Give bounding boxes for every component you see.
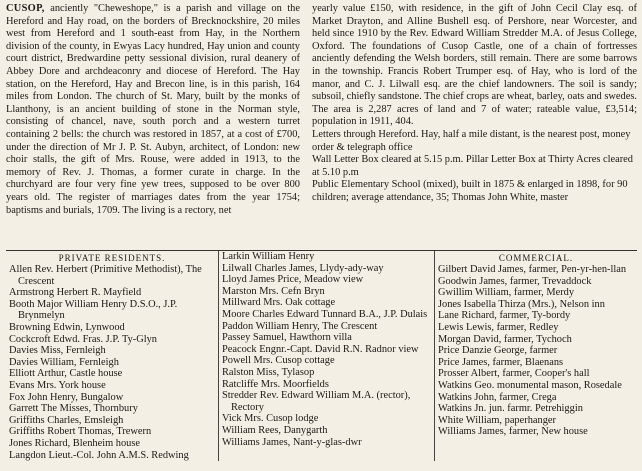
directory-entry: Cockcroft Edwd. Fras. J.P. Ty-Glyn [9, 333, 158, 345]
directory-entry: Larkin William Henry [222, 251, 315, 262]
article-column-right [306, 3, 637, 250]
school-notice: Public Elementary School (mixed), built in 1875 & enlarged in 1898, for 90 children; average attendance, 35; Thomas John White, master [312, 179, 628, 203]
directory-entry: Griffiths Robert Thomas, Trewern [9, 426, 152, 438]
directory-entry: Peacock Engnr.-Capt. David R.N. Radnor view [222, 343, 419, 355]
commercial-heading: COMMERCIAL. [498, 253, 574, 263]
directory-entry: Vick Mrs. Cusop lodge [222, 413, 319, 425]
directory-entry: Marston Mrs. Cefn Bryn [222, 285, 325, 297]
directory-entry: Fox John Henry, Bungalow [9, 391, 124, 403]
directory-entry: Evans Mrs. York house [9, 379, 106, 391]
directory-entry: Goodwin James, farmer, Trevaddock [438, 275, 592, 287]
commercial-column [435, 251, 637, 461]
residents-section [6, 250, 637, 461]
directory-entry: Jones Richard, Blenheim house [9, 437, 141, 449]
directory-entry: William Rees, Danygarth [222, 424, 328, 436]
private-residents-list [9, 264, 215, 461]
directory-entry: Booth Major William Henry D.S.O., J.P. Brynmelyn [9, 298, 178, 322]
directory-entry: Watkins Jn. jun. farmr. Petrehiggin [438, 403, 583, 415]
directory-entry: Lane Richard, farmer, Ty-bordy [438, 310, 571, 322]
article-intro [6, 3, 300, 217]
article-continuation: yearly value £150, with residence, in the gift of John Cecil Clay esq. of Market Drayton, and Alline Bushell esq. of Pershore, near Worcester, and held since 1910 by the Rev. Edward William Stredder M.A. of Jesus College, Oxford. The foundations of Cusop Castle, one of a chain of fortresses anciently defending the Welsh borders, still remain. There are some barrows in the township. Francis Robert Trumper esq. of Hay, who is lord of the manor, and C. J. Lilwall esq. are the chief landowners. The soil is sandy; subsoil, chiefly sandstone. The chief crops are wheat, barley, oats and swedes. The area is 2,287 acres of land and 7 of water; rateable value, £3,514; population in 1911, 404. [312, 3, 637, 128]
directory-entry: Ralston Miss, Tylasop [222, 366, 315, 378]
directory-entry: Lewis Lewis, farmer, Redley [438, 321, 559, 333]
directory-entry: Passey Samuel, Hawthorn villa [222, 332, 352, 344]
article-column-left [6, 3, 306, 250]
directory-entry: Millward Mrs. Oak cottage [222, 297, 336, 309]
directory-entry: Ratcliffe Mrs. Moorfields [222, 378, 329, 390]
directory-entry: Prosser Albert, farmer, Cooper's hall [438, 368, 590, 380]
directory-entry: Watkins Geo. monumental mason, Rosedale [438, 379, 622, 391]
directory-entry: Powell Mrs. Cusop cottage [222, 355, 335, 367]
article-body: anciently "Cheweshope," is a parish and village on the Hereford and Hay road, on the borders of Brecknockshire, 20 miles west from Hereford and 1 south-east from Hay, in the Northern division of the county, in Ewyas Lacy hundred, Hay union and county court district, Bredwardine petty sessional division, rural deanery of Abbey Dore and archdeaconry and diocese of Hereford. The Hay station, on the Hereford, Hay and Brecon line, is in this parish, 164 miles from London. The church of St. Mary, built by the monks of Llanthony, is an ancient building of stone in the Norman style, consisting of chancel, nave, south porch and a western turret containing 2 bells: the church was restored in 1857, at a cost of £700, under the direction of Mr J. P. St. Aubyn, architect, of London: new choir stalls, the gift of Mrs. Rouse, were added in 1913, to the memory of Rev. J. Thomas, a former curate in charge. In the churchyard are four very fine yew trees, supposed to be over 800 years old. The register of marriages dates from the year 1754; baptisms and burials, 1709. The living is a rectory, net [6, 3, 300, 216]
private-residents-column [6, 251, 219, 461]
directory-entry: Williams James, Nant-y-glas-dwr [222, 436, 362, 448]
commercial-list [438, 264, 634, 438]
directory-entry: Lloyd James Price, Meadow view [222, 274, 364, 286]
directory-entry: Paddon William Henry, The Crescent [222, 320, 378, 332]
directory-entry: Browning Edwin, Lynwood [9, 321, 125, 333]
directory-entry: Watkins John, farmer, Crega [438, 391, 557, 403]
directory-entry: Moore Charles Edward Tunnard B.A., J.P. Dulais [222, 308, 428, 320]
directory-entry: Jones Isabella Thirza (Mrs.), Nelson inn [438, 298, 605, 310]
directory-entry: Davies Miss, Fernleigh [9, 345, 106, 357]
directory-entry: White William, paperhanger [438, 414, 556, 426]
letters-notice: Letters through Hereford. Hay, half a mile distant, is the nearest post, money order & telegraph office [312, 128, 631, 153]
middle-residents-list [222, 251, 431, 448]
place-name: CUSOP, [6, 3, 45, 14]
directory-entry: Lilwall Charles James, Llydy-ady-way [222, 262, 384, 274]
directory-entry: Price James, farmer, Blaenans [438, 356, 564, 368]
directory-entry: Garrett The Misses, Thornbury [9, 403, 138, 415]
directory-entry: Williams James, farmer, New house [438, 426, 588, 438]
directory-entry: Davies William, Fernleigh [9, 356, 119, 368]
directory-entry: Elliott Arthur, Castle house [9, 368, 123, 380]
directory-entry: Langdon Lieut.-Col. John A.M.S. Redwing [9, 449, 189, 461]
directory-entry: Griffiths Charles, Emsleigh [9, 414, 124, 426]
directory-entry: Allen Rev. Herbert (Primitive Methodist), The Crescent [9, 264, 202, 287]
directory-entry: Price Danzie George, farmer [438, 345, 558, 357]
private-residents-heading: PRIVATE RESIDENTS. [58, 253, 166, 263]
wall-box-notice: Wall Letter Box cleared at 5.15 p.m. Pillar Letter Box at Thirty Acres cleared at 5.10 p.m [312, 154, 633, 178]
middle-residents-column [219, 251, 435, 461]
directory-entry: Gwillim William, farmer, Merdy [438, 287, 575, 299]
directory-entry: Morgan David, farmer, Tychoch [438, 333, 572, 345]
directory-entry: Armstrong Herbert R. Mayfield [9, 287, 142, 299]
directory-entry: Stredder Rev. Edward William M.A. (rector), Rectory [222, 390, 411, 413]
article-section [6, 3, 637, 250]
directory-entry: Gilbert David James, farmer, Pen-yr-hen-llan [438, 264, 627, 275]
